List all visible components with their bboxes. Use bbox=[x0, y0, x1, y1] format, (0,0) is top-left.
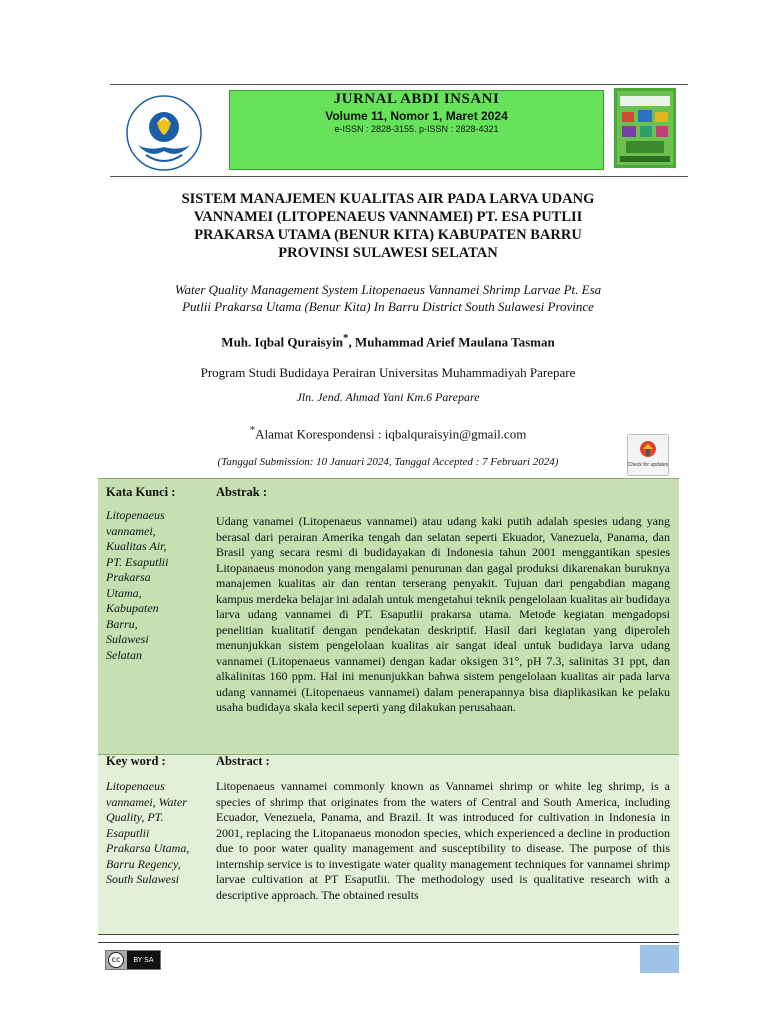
title-line: VANNAMEI (LITOPENAEUS VANNAMEI) PT. ESA PUTLII bbox=[193, 209, 583, 225]
keyword-label: Key word : bbox=[106, 754, 166, 768]
journal-issn: e-ISSN : 2828-3155. p-ISSN : 2828-4321 bbox=[334, 124, 499, 134]
abstract-bottom-rule bbox=[98, 934, 679, 935]
keyword-line: Litopenaeus bbox=[106, 779, 165, 793]
header-bottom-rule bbox=[110, 176, 688, 177]
license-label: BY SA bbox=[127, 951, 160, 969]
author-2: , Muhammad Arief Maulana Tasman bbox=[348, 334, 555, 350]
abstract-label: Abstract : bbox=[216, 754, 270, 768]
indonesian-abstract-text: Udang vanamei (Litopenaeus vannamei) atau udang kaki putih adalah spesies udang yang berasal dari perairan Amerika tengah dan selatan seperti Ekuador, Vanezuela, Panama, dan Brasil yang secara resmi di budidayakan di Indonesia tahun 2001 menggantikan spesies Litopanaeus monodon yang mengalami penurunan dan gagal produksi dikarenakan buruknya manajemen kualitas air dan rentan terserang penyakit. Tujuan dari pengabdian magang kampus merdeka belajar ini adalah untuk mengetahui teknik pengelolaan kualitas air budidaya larva udang vannamei di PT. Esaputlii prakarsa utama. Metode kegiatan mengadopsi penelitian kualitatif dengan pendekatan deskriptif. Hasil dari kegiatan yang diperoleh menunjukkan sistem pengelolaan kualitas air sangat ideal untuk budidaya larva udang vannamei (Litopenaeus vannamei) dengan kadar oksigen 31°, pH 7.3, salinitas 31 ppt, dan alkalinitas 160 ppm. Hal ini menunjukkan bahwa sistem pengelolaan kualitas air pada larva udang vannamei (Litopenaeus vannamei) dalam penerapannya bisa diaplikasikan ke pelaku usaha budidaya skala kecil seperti yang dilakukan perusahaan. bbox=[216, 514, 670, 714]
authors bbox=[110, 332, 666, 350]
indonesian-keywords bbox=[106, 508, 206, 663]
keyword-line: South Sulawesi bbox=[106, 872, 180, 886]
keyword-line: Barru Regency, bbox=[106, 856, 181, 871]
title-line: PROVINSI SULAWESI SELATAN bbox=[278, 245, 498, 261]
crossmark-label: Check for updates bbox=[628, 462, 668, 468]
indonesian-abstract-block bbox=[98, 478, 679, 755]
subtitle-line: Water Quality Management System Litopenaeus Vannamei Shrimp Larvae Pt. Esa bbox=[174, 282, 602, 297]
author-1: Muh. Iqbal Quraisyin bbox=[221, 334, 344, 350]
footer-rule bbox=[98, 942, 679, 943]
journal-logo bbox=[124, 93, 204, 173]
keyword-line: Esaputlii bbox=[106, 825, 150, 840]
keyword-line: Quality, PT. bbox=[106, 810, 164, 824]
keyword-line: vannamei, Water bbox=[106, 794, 187, 809]
footer-accent-block bbox=[640, 945, 679, 973]
keyword-line: Barru, bbox=[106, 616, 138, 631]
keyword-line: Prakarsa Utama, bbox=[106, 841, 190, 855]
keyword-line: vannamei, bbox=[106, 523, 156, 538]
journal-cover-image bbox=[614, 88, 676, 168]
journal-name: JURNAL ABDI INSANI bbox=[333, 91, 500, 107]
keyword-line: Litopenaeus bbox=[106, 508, 165, 522]
keyword-line: Utama, bbox=[106, 585, 142, 600]
title-line: SISTEM MANAJEMEN KUALITAS AIR PADA LARVA UDANG bbox=[181, 191, 595, 207]
keyword-line: Prakarsa bbox=[106, 570, 151, 584]
corr-mark: * bbox=[249, 424, 256, 436]
article-english-title bbox=[115, 281, 661, 315]
article-title bbox=[110, 190, 666, 262]
english-keywords bbox=[106, 779, 210, 888]
correspondence bbox=[110, 424, 666, 442]
english-abstract-block bbox=[98, 754, 679, 935]
affiliation: Program Studi Budidaya Perairan Universitas Muhammadiyah Parepare bbox=[200, 365, 576, 380]
abstract-section bbox=[98, 478, 679, 934]
kata-kunci-label: Kata Kunci : bbox=[106, 485, 176, 499]
keyword-line: Sulawesi bbox=[106, 632, 149, 646]
keyword-line: Kabupaten bbox=[106, 601, 159, 615]
title-line: PRAKARSA UTAMA (BENUR KITA) KABUPATEN BARRU bbox=[194, 227, 582, 243]
keyword-line: PT. Esaputlii bbox=[106, 554, 169, 569]
submission-dates: (Tanggal Submission: 10 Januari 2024, Tanggal Accepted : 7 Februari 2024) bbox=[217, 456, 559, 468]
subtitle-line: Putlii Prakarsa Utama (Benur Kita) In Barru District South Sulawesi Province bbox=[182, 299, 594, 314]
journal-volume: Volume 11, Nomor 1, Maret 2024 bbox=[325, 109, 508, 123]
creative-commons-badge[interactable] bbox=[105, 950, 161, 970]
crossmark-icon bbox=[628, 435, 668, 475]
keyword-line: Selatan bbox=[106, 647, 142, 662]
author-mark: * bbox=[343, 332, 349, 344]
address: Jln. Jend. Ahmad Yani Km.6 Parepare bbox=[296, 390, 480, 404]
cc-icon: cc bbox=[108, 952, 124, 968]
correspondence-text: Alamat Korespondensi : iqbalquraisyin@gmail.com bbox=[255, 426, 527, 442]
journal-header bbox=[229, 90, 604, 170]
top-rule bbox=[110, 84, 688, 85]
english-abstract-text: Litopenaeus vannamei commonly known as Vannamei shrimp or white leg shrimp, is a species of shrimp that originates from the waters of Central and South America, including Ecuador, Venezuela, Panama, and Brazil. It was introduced for cultivation in Indonesia in 2001, replacing the Litopanaeus monodon species, which experienced a decline in production due to poor water quality management and susceptibility to disease. The purpose of this internship service is to investigate water quality management techniques for vannamei shrimp larvae cultivation at PT Esaputlii. The methodology used is qualitative research with a descriptive approach. The obtained results bbox=[216, 779, 670, 902]
abstrak-label: Abstrak : bbox=[216, 485, 268, 499]
check-for-updates-badge[interactable] bbox=[627, 434, 669, 476]
keyword-line: Kualitas Air, bbox=[106, 539, 167, 553]
